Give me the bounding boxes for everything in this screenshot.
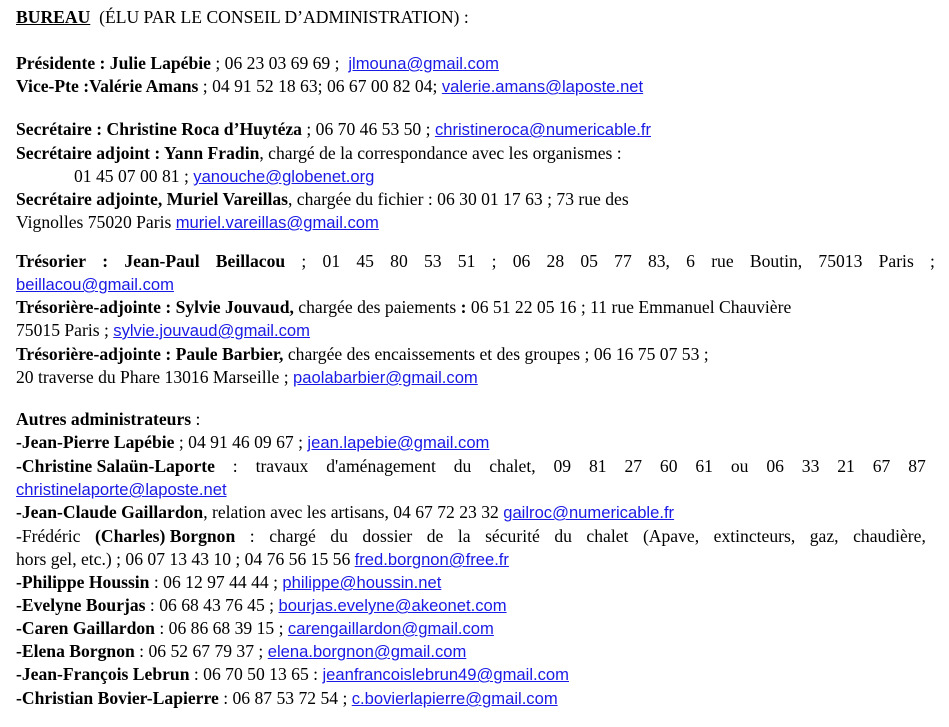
presidente-label: Présidente : Julie Lapébie [16,53,211,73]
admin-name: (Charles) Borgnon [95,526,236,546]
tresorier-word: : [102,251,109,271]
tresorier-word: ; [301,251,307,271]
secretaire-adjoint-row [16,142,622,165]
admin-name: -Jean-Claude Gaillardon [16,502,204,522]
admin-word: 81 [588,456,607,476]
tresoriere-adjointe-2-role: chargée des encaissements et des groupes ; 06 16 75 07 53 ; [283,344,709,364]
admin-word: extincteurs, [713,526,796,546]
admin-word: 27 [624,456,643,476]
admin-name: -Elena Borgnon [16,641,135,661]
tresoriere-adjointe-2-address: 20 traverse du Phare 13016 Marseille ; [16,367,289,387]
admin-email-link[interactable]: bourjas.evelyne@akeonet.com [278,596,507,615]
presidente-phones: ; 06 23 03 69 69 ; [210,53,340,73]
tresoriere-adjointe-1-row [16,296,791,319]
admin-word: ou [730,456,749,476]
tresorier-email-row [16,273,174,296]
tresorier-word: 45 [356,251,374,271]
admin-row-borgnon-e [16,640,466,663]
presidente-email-link[interactable]: jlmouna@gmail.com [348,54,499,73]
tresorier-word: ; [491,251,497,271]
secretaire-adjoint-email-link[interactable]: yanouche@globenet.org [193,167,375,186]
admin-details: : 06 87 53 72 54 ; [218,688,348,708]
tresoriere-adjointe-1-email-link[interactable]: sylvie.jouvaud@gmail.com [113,321,310,340]
autres-heading-suffix: : [191,409,201,429]
tresorier-word: 05 [580,251,598,271]
tresorier-word: 06 [512,251,531,271]
admin-word: 06 [766,456,784,476]
admin-details: : 06 12 97 44 44 ; [149,572,279,592]
tresoriere-adjointe-1-address: 75015 Paris ; [16,320,109,340]
secretaire-adjoint-role: , chargé de la correspondance avec les organismes : [259,143,622,163]
tresorier-word: Beillacou [215,251,286,271]
admin-word: : [232,456,238,476]
admin-name: -Philippe Houssin [16,572,150,592]
admin-word: du [453,456,472,476]
admin-details: : 06 70 50 13 65 : [189,664,319,684]
admin-word: du [330,526,348,546]
admin-word: chalet, [489,456,536,476]
admin-word: chargé [269,526,316,546]
admin-word: sécurité [485,526,540,546]
autres-heading: Autres administrateurs [16,409,192,429]
admin-row-houssin [16,571,441,594]
admin-row-salaun [16,455,926,478]
secretaire-phones: ; 06 70 46 53 50 ; [301,119,431,139]
admin-word: 67 [872,456,891,476]
admin-word: 33 [801,456,820,476]
secretaire-adjointe-label: Secrétaire adjointe, Muriel Vareillas [16,189,288,209]
admin-row-gaillardon-c [16,617,494,640]
admin-word: 09 [553,456,572,476]
vice-presidente-phones: ; 04 91 52 18 63; 06 67 00 82 04; [198,76,438,96]
admin-details: : 06 52 67 79 37 ; [134,641,264,661]
admin-word: 60 [659,456,678,476]
tresorier-word: 80 [390,251,408,271]
admin-word: du [554,526,572,546]
tresoriere-adjointe-1-label: Trésorière-adjointe : Sylvie Jouvaud, [16,297,294,317]
tresorier-word: 6 [686,251,695,271]
admin-row-bourjas [16,594,507,617]
admin-row-borgnon-f [16,525,926,548]
admin-email-link[interactable]: elena.borgnon@gmail.com [267,642,467,661]
tresoriere-adjointe-1-role: chargée des paiements [293,297,461,317]
secretaire-adjointe-address: Vignolles 75020 Paris [16,212,172,232]
admin-email-link[interactable]: carengaillardon@gmail.com [287,619,494,638]
tresorier-word: 83, [647,251,670,271]
tresoriere-adjointe-1-colon: : [460,297,467,317]
admin-row-lapebie [16,431,489,454]
tresorier-word: 75013 [818,251,863,271]
secretaire-label: Secrétaire : Christine Roca d’Huytéza [16,119,302,139]
admin-email-link[interactable]: christinelaporte@laposte.net [16,480,227,499]
admin-word: travaux [255,456,309,476]
admin-row-borgnon-f-2 [16,548,509,571]
admin-details: ; 04 91 46 09 67 ; [174,432,304,452]
admin-word: chaudière, [853,526,926,546]
tresorier-word: 51 [457,251,476,271]
secretaire-adjoint-phones: 01 45 07 00 81 ; [74,166,189,186]
admin-email-link[interactable]: c.bovierlapierre@gmail.com [351,689,558,708]
admin-word: : [249,526,255,546]
vice-presidente-label: Vice-Pte :Valérie Amans [16,76,199,96]
vice-presidente-email-link[interactable]: valerie.amans@laposte.net [441,77,644,96]
admin-name: -Caren Gaillardon [16,618,155,638]
admin-email-link[interactable]: fred.borgnon@free.fr [354,550,509,569]
tresorier-word: ; [930,251,935,271]
tresorier-word: Paris [878,251,914,271]
secretaire-adjointe-role: , chargée du fichier : 06 30 01 17 63 ; 73 rue des [288,189,629,209]
tresorier-email-link[interactable]: beillacou@gmail.com [16,275,174,294]
tresoriere-adjointe-2-label: Trésorière-adjointe : Paule Barbier, [16,344,284,364]
vice-presidente-row [16,75,643,98]
tresorier-word: 77 [614,251,632,271]
admin-row-salaun-email [16,478,227,501]
bureau-heading: BUREAU [16,7,91,27]
admin-row-lebrun [16,663,569,686]
tresorier-word: Boutin, [749,251,803,271]
tresoriere-adjointe-1-address-row [16,319,310,342]
admin-name: -Jean-François Lebrun [16,664,190,684]
admin-name: -Christian Bovier-Lapierre [16,688,219,708]
admin-word: dossier [362,526,413,546]
admin-word: d'aménagement [326,456,436,476]
tresorier-word: Jean-Paul [124,251,200,271]
tresoriere-adjointe-2-address-row [16,366,478,389]
admin-details: hors gel, etc.) ; 06 07 13 43 10 ; 04 76 56 15 56 [16,549,351,569]
admin-email-link[interactable]: philippe@houssin.net [282,573,442,592]
admin-word: -Frédéric [16,526,81,546]
admin-word: 61 [695,456,713,476]
admin-word: la [457,526,471,546]
admin-name: -Evelyne Bourjas [16,595,146,615]
admin-word: 21 [837,456,855,476]
admin-details: : 06 86 68 39 15 ; [154,618,284,638]
bureau-subtitle: (ÉLU PAR LE CONSEIL D’ADMINISTRATION) : [99,7,469,27]
admin-row-gaillardon-jc [16,501,674,524]
tresorier-word: rue [711,251,734,271]
secretaire-adjointe-row [16,188,629,211]
tresorier-row [16,250,935,273]
presidente-row [16,52,499,75]
tresoriere-adjointe-2-row [16,343,709,366]
admin-email-link[interactable]: gailroc@numericable.fr [503,503,675,522]
secretaire-adjoint-label: Secrétaire adjoint : Yann Fradin [16,143,260,163]
autres-header [16,408,200,431]
tresorier-word: 28 [546,251,565,271]
tresoriere-adjointe-1-details: 06 51 22 05 16 ; 11 rue Emmanuel Chauvière [466,297,792,317]
secretaire-adjoint-contact-row [74,165,374,188]
admin-details: : 06 68 43 76 45 ; [145,595,275,615]
admin-name: -Christine Salaün-Laporte [16,456,215,476]
tresoriere-adjointe-2-email-link[interactable]: paolabarbier@gmail.com [293,368,478,387]
admin-word: de [426,526,444,546]
tresorier-word: 01 [322,251,341,271]
admin-row-bovier [16,687,558,710]
tresorier-word: Trésorier [16,251,87,271]
admin-word: chalet [586,526,629,546]
secretaire-adjointe-address-row [16,211,379,234]
tresorier-word: 53 [423,251,442,271]
secretaire-email-link[interactable]: christineroca@numericable.fr [434,120,651,139]
bureau-header [16,6,469,29]
admin-email-link[interactable]: jean.lapebie@gmail.com [307,433,490,452]
secretaire-row [16,118,651,141]
admin-name: -Jean-Pierre Lapébie [16,432,175,452]
admin-email-link[interactable]: jeanfrancoislebrun49@gmail.com [322,665,569,684]
admin-details: , relation avec les artisans, 04 67 72 23 32 [203,502,499,522]
admin-word: (Apave, [642,526,700,546]
secretaire-adjointe-email-link[interactable]: muriel.vareillas@gmail.com [175,213,379,232]
admin-word: 87 [908,456,926,476]
admin-word: gaz, [809,526,839,546]
